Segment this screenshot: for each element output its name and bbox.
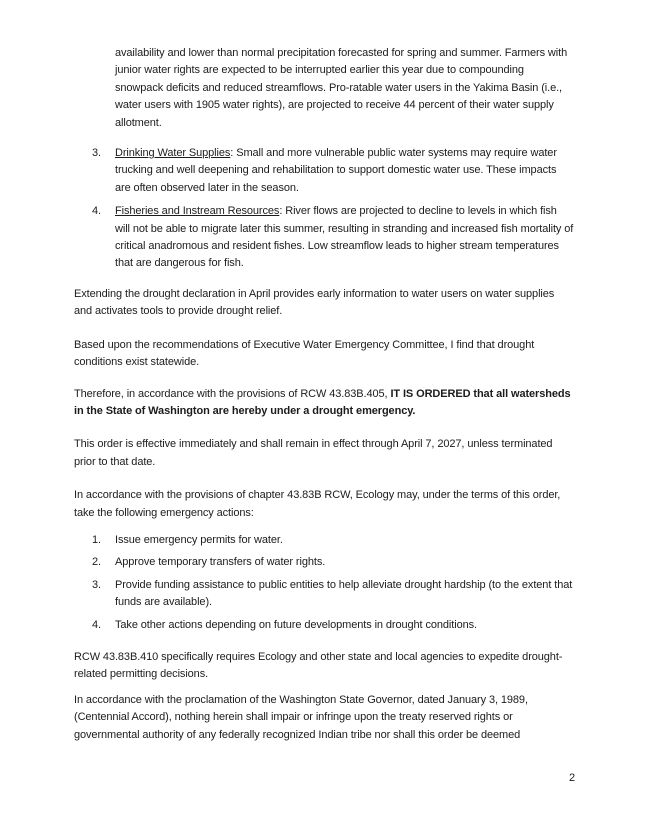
document-body (74, 45, 574, 744)
paragraph-item2-continuation: availability and lower than normal precipitation forecasted for spring and summer. Farmers with junior water rights are expected to be interrupted earlier this year due to compounding snowpack deficits and reduced streamflows. Pro-ratable water users in the Yakima Basin (i.e., water users with 1905 water rights), are projected to receive 44 percent of their water supply allotment. (115, 47, 568, 129)
paragraph-it-is-ordered (74, 386, 574, 421)
list-item (92, 203, 574, 273)
list-item (92, 145, 574, 197)
list-item-body: : River flows are projected to decline to levels in which fish will not be able to migrate later this summer, resulting in stranding and increased fish mortality of critical anadromous and resident fishes. Low streamflow leads to higher stream temperatures that are dangerous for fish. (115, 205, 574, 270)
list-item-number: 4. (92, 205, 101, 218)
list-item-text: Take other actions depending on future developments in drought conditions. (115, 618, 477, 631)
paragraph-effective-date: This order is effective immediately and shall remain in effect through April 7, 2027, unless terminated prior to that date. (74, 438, 553, 468)
impact-list (74, 145, 574, 273)
list-item-number: 1. (92, 533, 101, 546)
list-item-heading: Drinking Water Supplies (115, 147, 231, 160)
list-item-number: 3. (92, 578, 101, 591)
list-item-number: 2. (92, 556, 101, 569)
paragraph-emergency-actions-intro: In accordance with the provisions of chapter 43.83B RCW, Ecology may, under the terms of this order, take the following emergency actions: (74, 489, 561, 519)
actions-list (74, 532, 574, 634)
list-item-text: Provide funding assistance to public entities to help alleviate drought hardship (to the extent that funds are available). (115, 578, 573, 609)
list-item-text (115, 145, 574, 197)
list-item-text: Issue emergency permits for water. (115, 533, 283, 546)
list-item (92, 577, 574, 612)
paragraph-centennial-accord: In accordance with the proclamation of the Washington State Governor, dated January 3, 1989, (Centennial Accord), nothing herein shall impair or infringe upon the treaty reserved rights or governmental authority of any federally recognized Indian tribe nor shall this order be deemed (74, 693, 528, 741)
page-number: 2 (568, 772, 575, 784)
paragraph-based-upon-recommendations: Based upon the recommendations of Executive Water Emergency Committee, I find that drought conditions exist statewide. (74, 338, 535, 369)
list-item-number: 3. (92, 147, 101, 160)
ordered-regular-text: Therefore, in accordance with the provisions of RCW 43.83B.405, (74, 387, 391, 400)
list-item (92, 617, 574, 634)
paragraph-extending-declaration: Extending the drought declaration in April provides early information to water users on water supplies and activates tools to provide drought relief. (74, 287, 555, 318)
list-item-heading: Fisheries and Instream Resources (115, 205, 280, 218)
list-item (92, 532, 574, 549)
list-item-text: Approve temporary transfers of water rights. (115, 556, 326, 569)
list-item (92, 554, 574, 571)
list-item-body: : Small and more vulnerable public water systems may require water trucking and well deepening and rehabilitation to support domestic water use. These impacts are often observed later in the season. (115, 147, 557, 194)
paragraph-rcw-expedite: RCW 43.83B.410 specifically requires Ecology and other state and local agencies to expedite drought-related permitting decisions. (74, 650, 563, 681)
list-item-number: 4. (92, 618, 101, 631)
ordered-bold-text: IT IS ORDERED that all watersheds in the State of Washington are hereby under a drought emergency. (74, 387, 571, 417)
list-item-text (115, 203, 574, 273)
